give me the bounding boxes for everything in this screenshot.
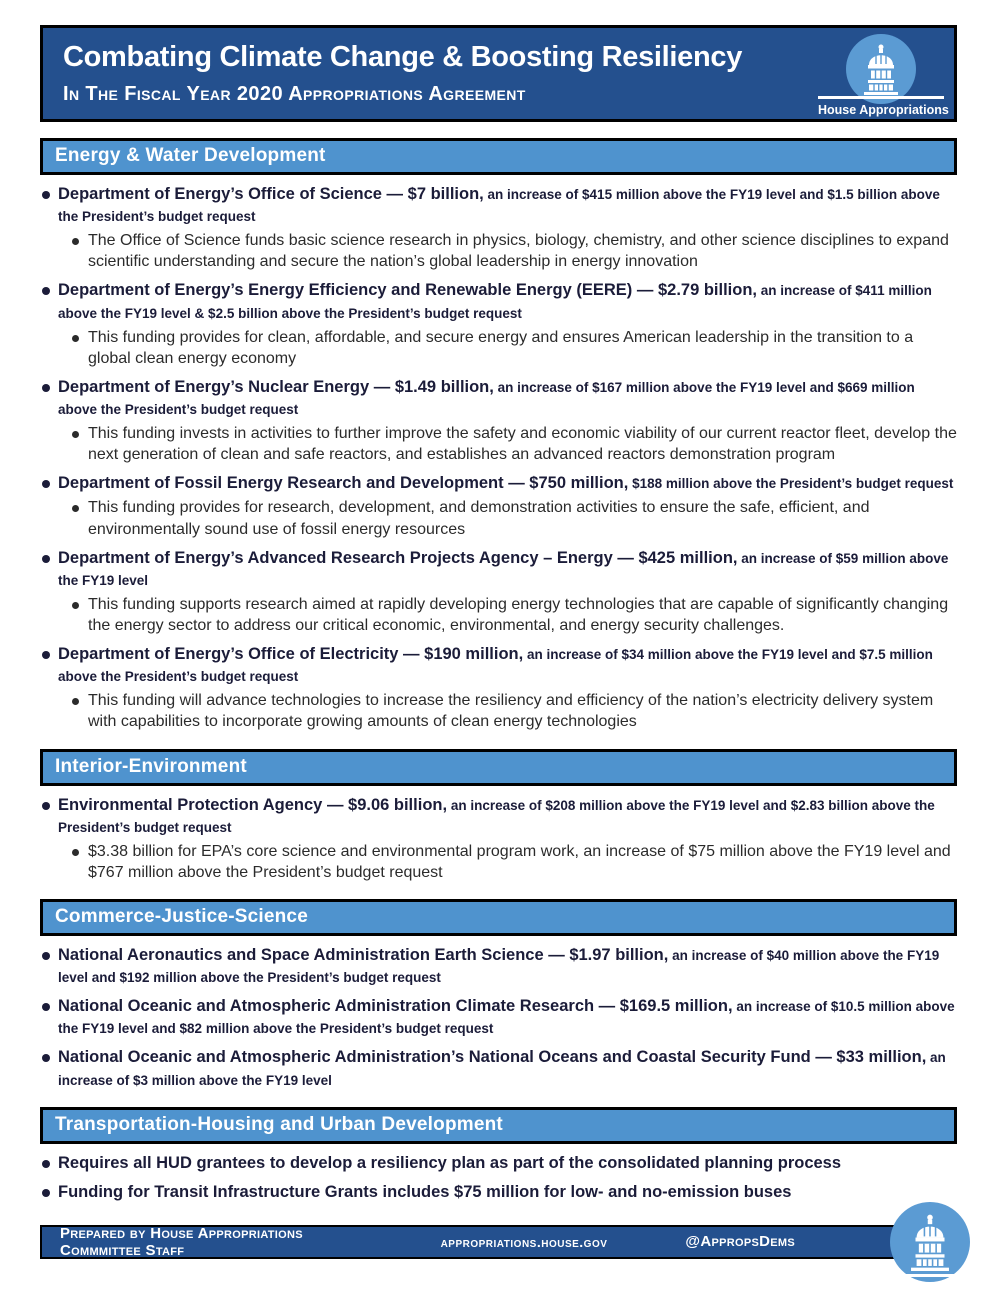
bullet-item — [42, 1152, 957, 1174]
bullet-dot — [42, 1003, 50, 1011]
bullet-heading: Environmental Protection Agency — $9.06 billion, — [58, 795, 448, 814]
sub-bullet-dot — [72, 431, 79, 438]
bullet-text — [58, 547, 957, 591]
section-header-1 — [40, 749, 957, 786]
bullet-text — [58, 643, 957, 687]
sub-bullet-item — [72, 594, 957, 636]
sub-bullet-text: This funding invests in activities to further improve the safety and economic viability of our current reactor fleet, develop the next generation of clean and safe reactors, and establishes an advanced reactors demonstration program — [88, 425, 957, 464]
logo-divider — [875, 1274, 985, 1277]
bullet-detail: an increase of $411 million above the FY19 level & $2.5 billion above the President’s budget request — [58, 283, 932, 321]
capitol-dome-icon — [859, 43, 903, 95]
sub-bullet-dot — [72, 335, 79, 342]
bullet-item — [42, 279, 957, 323]
bullet-detail: an increase of $34 million above the FY19 level and $7.5 million above the President’s budget request — [58, 647, 933, 685]
bullet-item — [42, 376, 957, 420]
logo-circle — [846, 34, 916, 104]
bullet-heading: Department of Fossil Energy Research and Development — $750 million, — [58, 474, 629, 493]
sub-bullet-text: This funding provides for clean, affordable, and secure energy and ensures American leadership in the transition to a global clean energy economy — [88, 328, 914, 367]
bullet-dot — [42, 651, 50, 659]
bullet-text — [58, 183, 957, 227]
section-header-0 — [40, 138, 957, 175]
bullet-item — [42, 183, 957, 227]
section-title: Transportation-Housing and Urban Development — [55, 1113, 503, 1135]
sub-bullet-dot — [72, 238, 79, 245]
bullet-item — [42, 944, 957, 988]
bullet-text — [58, 279, 957, 323]
section-title: Commerce-Justice-Science — [55, 905, 308, 927]
footer-bar — [40, 1225, 957, 1259]
bullet-heading: Department of Energy’s Energy Efficiency and Renewable Energy (EERE) — $2.79 billion, — [58, 281, 757, 300]
header-banner — [40, 25, 957, 122]
bullet-heading: National Oceanic and Atmospheric Administration’s National Oceans and Coastal Security Fund — $33 million, — [58, 1048, 927, 1067]
sub-bullet-item — [72, 423, 957, 465]
sub-bullet-text: This funding provides for research, development, and demonstration activities to ensure the safe, efficient, and environmentally sound use of fossil energy resources — [88, 499, 870, 538]
logo-divider — [818, 96, 944, 99]
bullet-item — [42, 547, 957, 591]
section-header-3 — [40, 1107, 957, 1144]
bullet-text — [58, 1046, 957, 1090]
sub-bullet-item — [72, 841, 957, 883]
page-subtitle: In The Fiscal Year 2020 Appropriations Agreement — [63, 83, 526, 105]
bullet-dot — [42, 1054, 50, 1062]
bullet-item — [42, 995, 957, 1039]
sub-bullet-text: $3.38 billion for EPA’s core science and environmental program work, an increase of $75 million above the FY19 level and $767 million above the President’s budget request — [88, 842, 951, 881]
bullet-dot — [42, 480, 50, 488]
bullet-text — [58, 944, 957, 988]
sub-bullet-text: The Office of Science funds basic science research in physics, biology, chemistry, and other science disciplines to expand scientific understanding and secure the nation’s global leadership in energy innovation — [88, 232, 949, 271]
bullet-text — [58, 376, 957, 420]
bullet-text — [58, 1181, 791, 1203]
bullet-heading: National Aeronautics and Space Administration Earth Science — $1.97 billion, — [58, 945, 669, 964]
bullet-detail: $188 million above the President’s budget request — [628, 476, 954, 492]
sub-bullet-dot — [72, 698, 79, 705]
bullet-text — [58, 1152, 841, 1174]
bullet-item — [42, 643, 957, 687]
bullet-dot — [42, 1189, 50, 1197]
bullet-heading: Department of Energy’s Office of Science — $7 billion, — [58, 185, 484, 203]
bullet-detail: an increase of $208 million above the FY19 level and $2.83 billion above the President’s budget request — [58, 797, 935, 835]
bullet-detail: an increase of $40 million above the FY19 level and $192 million above the President’s budget request — [58, 947, 940, 986]
footer-prepared-by: Prepared by House Appropriations Commmittee Staff — [60, 1224, 303, 1259]
section-title: Interior-Environment — [55, 755, 247, 777]
bullet-heading: National Oceanic and Atmospheric Administration Climate Research — $169.5 million, — [58, 997, 733, 1016]
bullet-text — [58, 794, 957, 838]
bullet-detail: an increase of $167 million above the FY19 level and $669 million above the President’s budget request — [58, 379, 915, 417]
bullet-heading: Department of Energy’s Office of Electricity — $190 million, — [58, 645, 524, 664]
bullet-heading: Department of Energy’s Nuclear Energy — $1.49 billion, — [58, 377, 494, 396]
bullet-detail: an increase of $59 million above the FY19 level — [58, 550, 949, 588]
sub-bullet-item — [72, 327, 957, 369]
bullet-dot — [42, 952, 50, 960]
bullet-heading: Department of Energy’s Advanced Research Projects Agency – Energy — $425 million, — [58, 548, 738, 567]
bullet-dot — [42, 1160, 50, 1168]
bullet-dot — [42, 287, 50, 295]
sections — [40, 138, 957, 1203]
logo-circle — [890, 1202, 970, 1282]
bullet-heading: Requires all HUD grantees to develop a resiliency plan as part of the consolidated planning process — [58, 1153, 842, 1172]
bullet-dot — [42, 802, 50, 810]
bullet-detail: an increase of $415 million above the FY19 level and $1.5 billion above the President’s budget request — [58, 187, 940, 225]
sub-bullet-dot — [72, 602, 79, 609]
bullet-detail: an increase of $10.5 million above the FY19 level and $82 million above the President’s budget request — [58, 999, 955, 1037]
footer-twitter-handle[interactable]: @AppropsDems — [685, 1233, 795, 1251]
page-title: Combating Climate Change & Boosting Resiliency — [63, 41, 743, 73]
sub-bullet-item — [72, 690, 957, 732]
bullet-heading: Funding for Transit Infrastructure Grants includes $75 million for low- and no-emission buses — [58, 1182, 792, 1201]
bullet-item — [42, 472, 957, 494]
bullet-text — [58, 995, 957, 1039]
bullet-dot — [42, 191, 50, 199]
bullet-dot — [42, 384, 50, 392]
footer-website-link[interactable]: appropriations.house.gov — [440, 1233, 608, 1250]
sub-bullet-text: This funding will advance technologies to increase the resiliency and efficiency of the nation’s electricity delivery system with capabilities to incorporate growing amounts of clean energy technologies — [88, 692, 934, 731]
bullet-detail: an increase of $3 million above the FY19 level — [58, 1050, 946, 1088]
bullet-item — [42, 1181, 957, 1203]
section-header-2 — [40, 899, 957, 936]
bullet-item — [42, 794, 957, 838]
logo-caption: House Appropriations — [818, 103, 949, 117]
bullet-dot — [42, 555, 50, 563]
section-title: Energy & Water Development — [55, 145, 326, 166]
sub-bullet-dot — [72, 505, 79, 512]
sub-bullet-item — [72, 497, 957, 539]
capitol-dome-icon — [905, 1213, 955, 1271]
house-appropriations-logo-footer — [875, 1202, 985, 1292]
sub-bullet-dot — [72, 849, 79, 856]
bullet-item — [42, 1046, 957, 1090]
sub-bullet-text: This funding supports research aimed at rapidly developing energy technologies that are capable of significantly changing the energy sector to address our critical economic, environmental, and energy security challenges. — [88, 595, 949, 634]
bullet-text — [58, 472, 953, 494]
sub-bullet-item — [72, 230, 957, 272]
logo-caption: House Appropriations — [877, 1281, 983, 1292]
house-appropriations-logo — [818, 34, 949, 117]
